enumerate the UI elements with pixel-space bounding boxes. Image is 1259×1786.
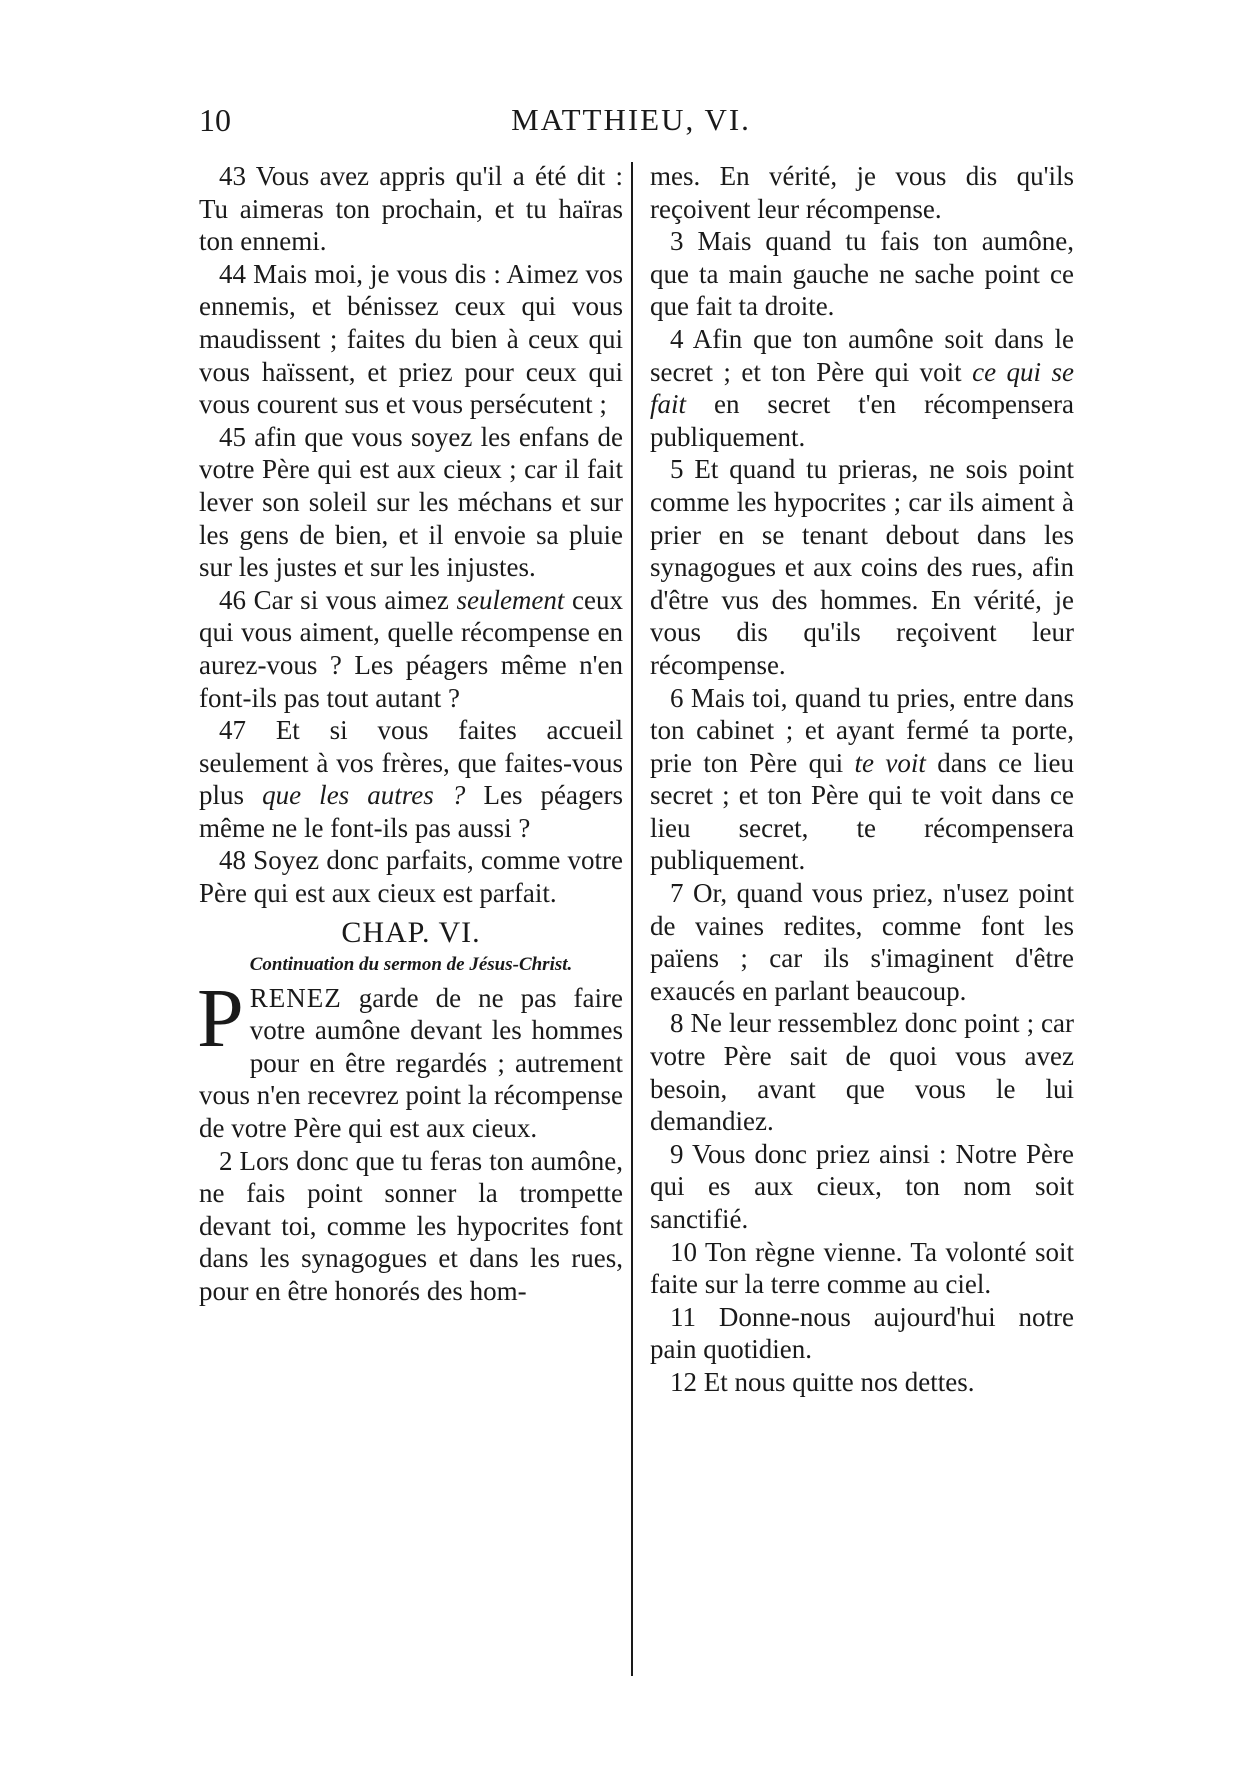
- verse-6-italic: te voit: [854, 747, 926, 778]
- verse-2-continued: mes. En vérité, je vous dis qu'ils reçoivent leur récompense.: [650, 161, 1074, 224]
- verse-4-text-a: 4 Afin que ton aumône soit dans le secret ; et ton Père qui voit: [650, 323, 1074, 387]
- right-column: [650, 160, 1074, 1399]
- verse-6-text-a: 6 Mais toi, quand tu pries, entre dans ton cabinet ; et ayant fermé ta porte, prie ton Père qui: [650, 682, 1074, 778]
- verse-47: [199, 714, 623, 844]
- chapter-title: CHAP. VI.: [341, 915, 481, 949]
- column-divider: [631, 162, 633, 1676]
- verse-46: [199, 584, 623, 714]
- verse-9: 9 Vous donc priez ainsi : Notre Père qui es aux cieux, ton nom soit sanctifié.: [650, 1138, 1074, 1234]
- verse-8: 8 Ne leur ressemblez donc point ; car votre Père sait de quoi vous avez besoin, avant que vous le lui demandiez.: [650, 1008, 1074, 1137]
- verse-44: 44 Mais moi, je vous dis : Aimez vos ennemis, et bénissez ceux qui vous maudissent ; faites du bien à ceux qui vous haïssent, et priez pour ceux qui vous courent sus et vous persécutent ;: [199, 258, 623, 420]
- verse-5: 5 Et quand tu prieras, ne sois point comme les hypocrites ; car ils aiment à prier en se tenant debout dans les synagogues et aux coins des rues, afin d'être vus des hommes. En vérité, je vous dis qu'ils reçoivent leur récompense.: [650, 454, 1074, 680]
- drop-cap: P: [197, 971, 244, 1065]
- running-title: MATTHIEU, VI.: [511, 102, 751, 137]
- verse-46-text-b: ceux qui vous aiment, quelle récompense en aurez-vous ? Les péagers même n'en font-ils pas tout autant ?: [199, 584, 623, 713]
- verse-46-italic: seulement: [456, 584, 565, 615]
- verse-1: [197, 971, 623, 1145]
- verse-43: 43 Vous avez appris qu'il a été dit : Tu aimeras ton prochain, et tu haïras ton ennemi.: [199, 161, 623, 257]
- verse-12: 12 Et nous quitte nos dettes.: [670, 1366, 975, 1397]
- verse-1-caps: RENEZ: [249, 982, 342, 1013]
- verse-4: [650, 323, 1074, 453]
- verse-47-text-a: 47 Et si vous faites accueil seulement à vos frères, que faites-vous plus: [199, 715, 623, 811]
- verse-45: 45 afin que vous soyez les enfans de votre Père qui est aux cieux ; car il fait lever son soleil sur les méchans et sur les gens de bien, et il envoie sa pluie sur les justes et sur les injustes.: [199, 421, 623, 583]
- verse-4-text-b: en secret t'en récompensera publiquement.: [650, 389, 1074, 452]
- verse-1-text: garde de ne pas faire votre aumône devant les hommes pour en être regardés ; autrement vous n'en recevrez point la récompense de votre Père qui est aux cieux.: [199, 982, 623, 1144]
- left-column: [199, 160, 623, 1308]
- verse-7: 7 Or, quand vous priez, n'usez point de vaines redites, comme font les païens ; car ils s'imaginent d'être exaucés en parlant beaucoup.: [650, 878, 1074, 1006]
- verse-48: 48 Soyez donc parfaits, comme votre Père qui est aux cieux est parfait.: [199, 845, 623, 909]
- page-header: [199, 100, 1063, 148]
- chapter-summary: Continuation du sermon de Jésus-Christ.: [249, 953, 573, 975]
- verse-2: 2 Lors donc que tu feras ton aumône, ne fais point sonner la trompette devant toi, comme les hypocrites font dans les synagogues et dans les rues, pour en être honorés des hom-: [199, 1145, 623, 1306]
- verse-6-text-b: dans ce lieu secret ; et ton Père qui te voit dans ce lieu secret, te récompensera publiquement.: [650, 747, 1074, 876]
- verse-6: [650, 682, 1074, 878]
- verse-4-italic: ce qui se fait: [650, 356, 1074, 420]
- verse-47-italic: que les autres ?: [262, 780, 466, 811]
- verse-11: 11 Donne-nous aujourd'hui notre pain quotidien.: [650, 1301, 1074, 1365]
- verse-3: 3 Mais quand tu fais ton aumône, que ta main gauche ne sache point ce que fait ta droite.: [650, 226, 1074, 322]
- verse-10: 10 Ton règne vienne. Ta volonté soit faite sur la terre comme au ciel.: [650, 1236, 1074, 1300]
- verse-46-text-a: 46 Car si vous aimez: [219, 584, 457, 615]
- page-number: 10: [199, 102, 231, 138]
- verse-47-text-b: Les péagers même ne le font-ils pas aussi ?: [199, 780, 623, 843]
